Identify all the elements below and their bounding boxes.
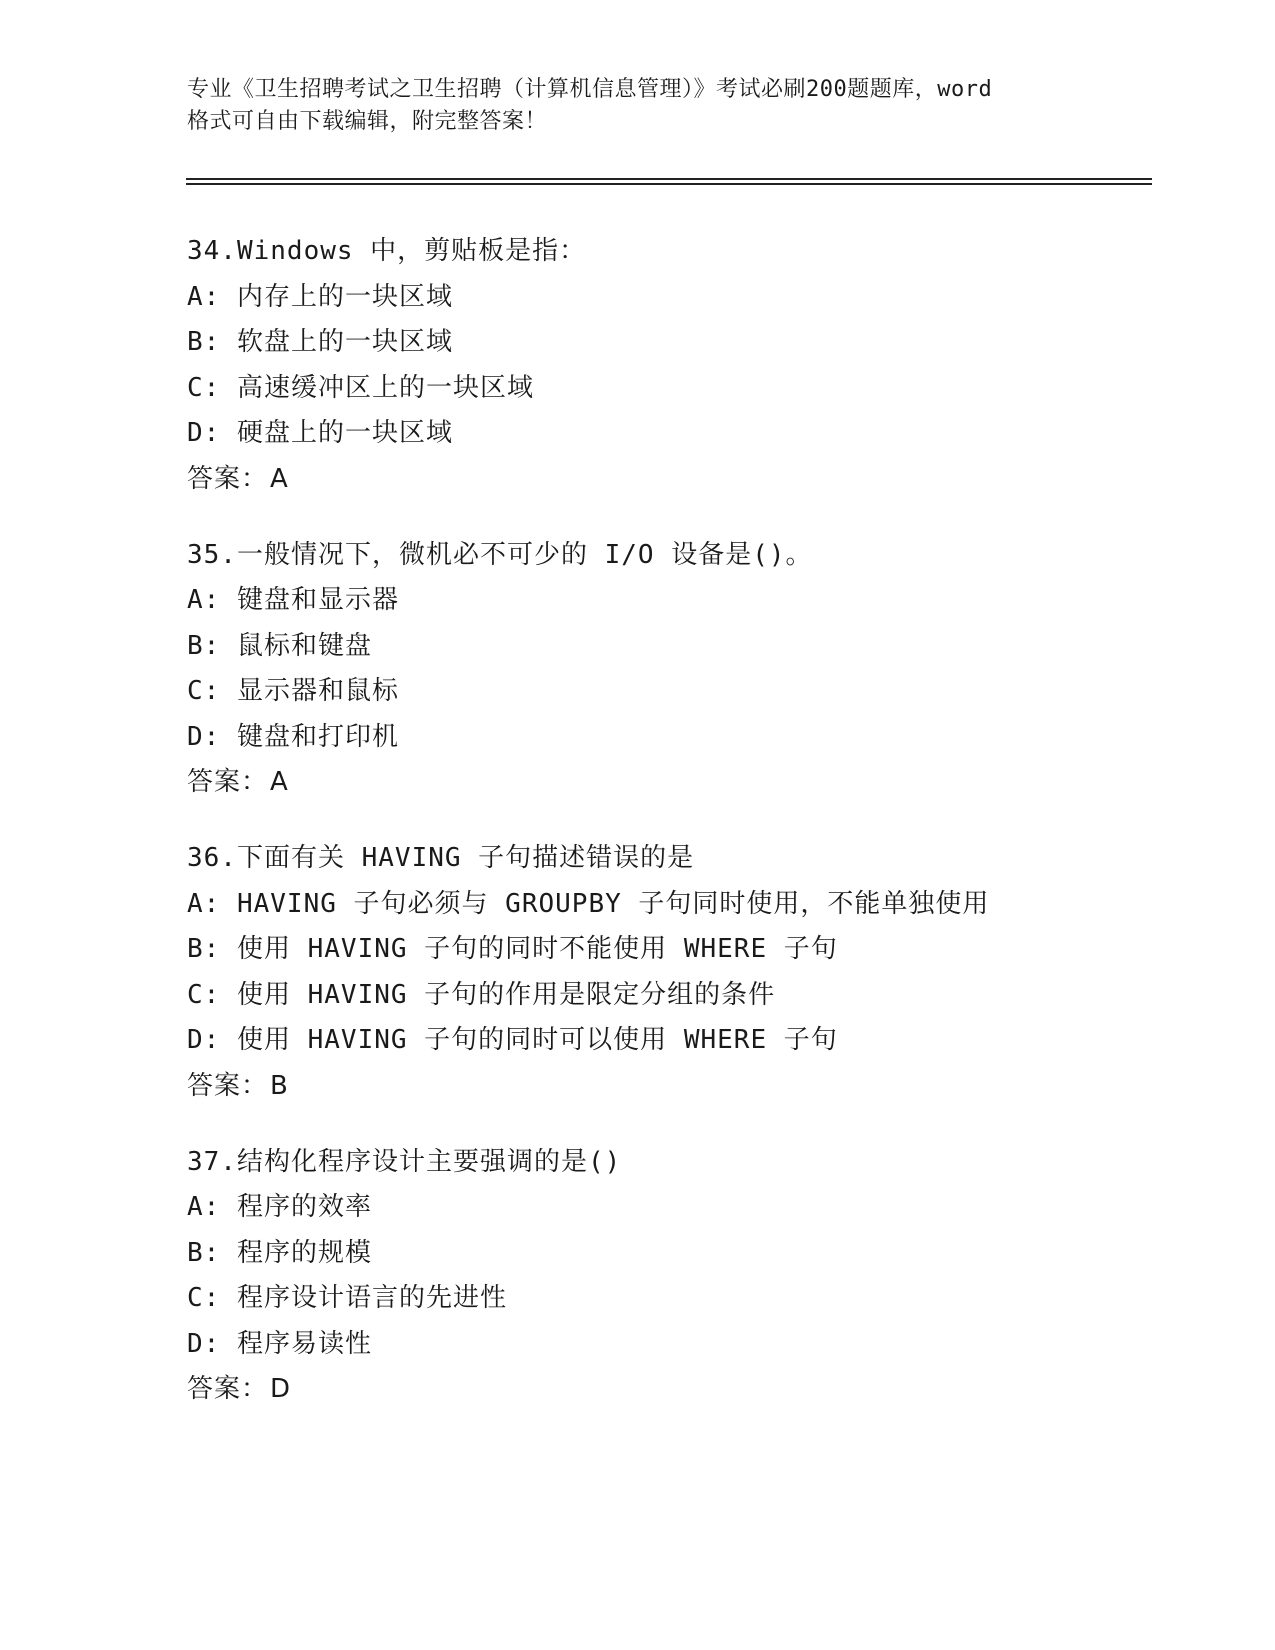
option-a: A: 程序的效率: [187, 1192, 372, 1222]
option-c: C: 程序设计语言的先进性: [187, 1283, 507, 1313]
answer-label: 答案：: [187, 1070, 269, 1101]
answer-value: A: [270, 767, 289, 797]
question-stem: 35.一般情况下，微机必不可少的 I/O 设备是()。: [187, 539, 813, 570]
option-d: D: 硬盘上的一块区域: [187, 418, 453, 448]
header-line-2: 格式可自由下载编辑，附完整答案！: [187, 109, 548, 134]
question-37: [187, 1147, 1187, 1405]
option-c: C: 高速缓冲区上的一块区域: [187, 372, 534, 403]
option-d: D: 使用 HAVING 子句的同时可以使用 WHERE 子句: [187, 1025, 838, 1055]
answer: [187, 1071, 1187, 1101]
option-b: B: 鼠标和键盘: [187, 630, 372, 661]
question-34: [187, 236, 1187, 494]
option-b: B: 程序的规模: [187, 1237, 372, 1268]
answer-value: B: [270, 1070, 289, 1101]
question-stem: 36.下面有关 HAVING 子句描述错误的是: [187, 843, 695, 873]
option-a: A: 内存上的一块区域: [187, 281, 453, 312]
option-d: D: 程序易读性: [187, 1328, 372, 1359]
option-d: D: 键盘和打印机: [187, 721, 399, 752]
header-divider-bottom: [186, 183, 1152, 185]
question-35: [187, 540, 1187, 798]
answer-label: 答案：: [187, 767, 269, 797]
answer-value: D: [270, 1374, 292, 1404]
question-36: [187, 843, 1187, 1101]
question-stem: 37.结构化程序设计主要强调的是(): [187, 1146, 622, 1177]
answer: [187, 767, 1187, 797]
option-c: C: 显示器和鼠标: [187, 676, 399, 706]
answer-value: A: [270, 463, 289, 494]
answer-label: 答案：: [187, 1374, 269, 1404]
answer: [187, 464, 1187, 494]
option-a: A: HAVING 子句必须与 GROUPBY 子句同时使用，不能单独使用: [187, 888, 990, 919]
option-b: B: 软盘上的一块区域: [187, 327, 453, 357]
option-b: B: 使用 HAVING 子句的同时不能使用 WHERE 子句: [187, 934, 838, 964]
header-line-1: 专业《卫生招聘考试之卫生招聘（计算机信息管理）》考试必刷200题题库，word: [187, 77, 993, 102]
question-stem: 34.Windows 中，剪贴板是指：: [187, 236, 587, 266]
header-divider-top: [186, 178, 1152, 180]
question-list: [187, 236, 1187, 1450]
document-header: [187, 74, 1087, 138]
answer: [187, 1374, 1187, 1404]
option-c: C: 使用 HAVING 子句的作用是限定分组的条件: [187, 979, 776, 1010]
answer-label: 答案：: [187, 463, 269, 494]
option-a: A: 键盘和显示器: [187, 585, 399, 615]
